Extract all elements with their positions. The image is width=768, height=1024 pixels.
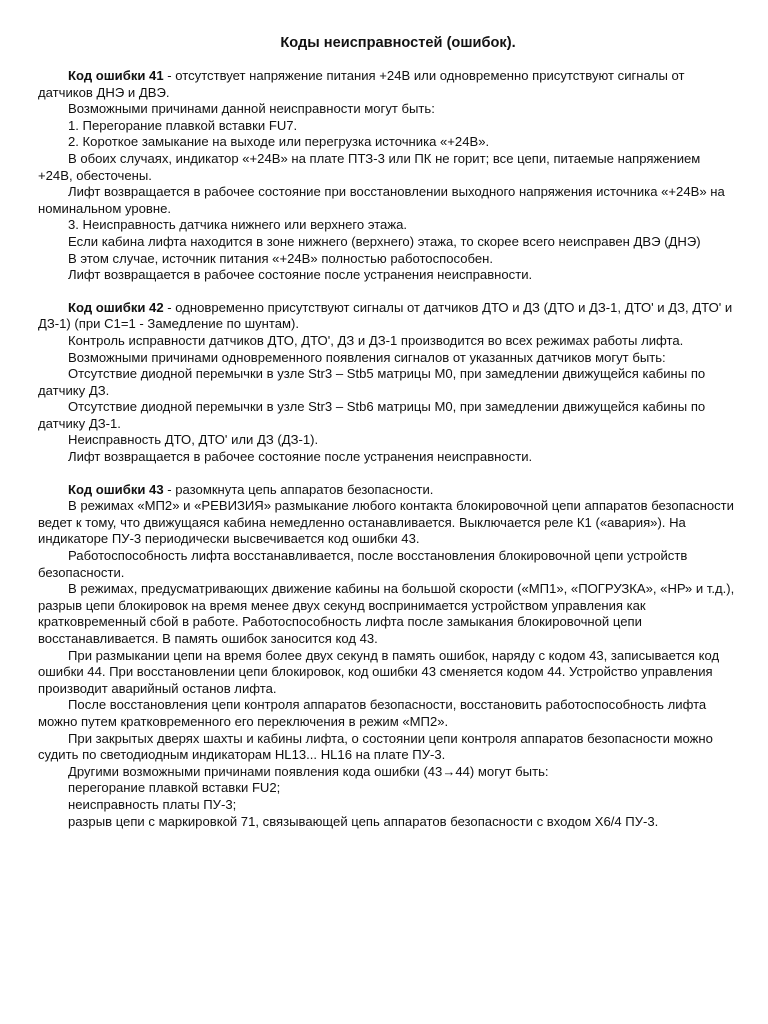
spacer (38, 284, 738, 300)
paragraph: Возможными причинами одновременного появления сигналов от указанных датчиков могут быть: (68, 349, 666, 365)
paragraph: Лифт возвращается в рабочее состояние при восстановлении выходного напряжения источника «+24В» на номинальном уровне. (38, 184, 725, 216)
paragraph: После восстановления цепи контроля аппаратов безопасности, восстановить работоспособность лифта можно путем кратковременного его переключения в режим «МП2». (38, 697, 707, 729)
paragraph: Лифт возвращается в рабочее состояние после устранения неисправности. (68, 267, 533, 283)
paragraph: При размыкании цепи на время более двух секунд в память ошибок, наряду с кодом 43, записывается код ошибки 44. При восстановлении цепи блокировок, код ошибки 43 сменяется кодом 44. Устройство управления производит аварийный останов лифта. (38, 647, 720, 696)
list-item: неисправность платы ПУ-3; (68, 796, 237, 812)
error-code-label: Код ошибки 43 (68, 481, 164, 497)
paragraph: Контроль исправности датчиков ДТО, ДТО', ДЗ и ДЗ-1 производится во всех режимах работы лифта. (68, 332, 684, 348)
paragraph: Другими возможными причинами появления кода ошибки (43→44) могут быть: (68, 763, 549, 779)
paragraph: 1. Перегорание плавкой вставки FU7. (68, 117, 298, 133)
section-error-41 (38, 68, 738, 284)
paragraph: В режимах «МП2» и «РЕВИЗИЯ» размыкание любого контакта блокировочной цепи аппаратов безопасности ведет к тому, что движущаяся кабина немедленно останавливается. Выключается реле К1 («авария»). На индикаторе ПУ-3 периодически высвечивается код ошибки 43. (38, 498, 734, 547)
paragraph: В режимах, предусматривающих движение кабины на большой скорости («МП1», «ПОГРУЗКА», «НР» и т.д.), разрыв цепи блокировок на время менее двух секунд воспринимается устройством управления как кратковременный сбой в работе. Работоспособность лифта после замыкания блокировочной цепи восстанавливается. В память ошибок заносится код 43. (38, 581, 735, 646)
paragraph: Если кабина лифта находится в зоне нижнего (верхнего) этажа, то скорее всего неисправен ДВЭ (ДНЭ) (68, 233, 701, 249)
section-error-43 (38, 482, 738, 830)
paragraph: разрыв цепи с маркировкой 71, связывающей цепь аппаратов безопасности с входом Х6/4 ПУ-3. (68, 813, 659, 829)
error-code-label: Код ошибки 42 (68, 299, 164, 315)
paragraph: Лифт возвращается в рабочее состояние после устранения неисправности. (68, 449, 533, 465)
paragraph: Возможными причинами данной неисправности могут быть: (68, 101, 435, 117)
paragraph: Код ошибки 42 - одновременно присутствуют сигналы от датчиков ДТО и ДЗ (ДТО и ДЗ-1, ДТО' и ДЗ, ДТО' и ДЗ-1) (при С1=1 - Замедление по шунтам). (38, 299, 733, 332)
paragraph: Отсутствие диодной перемычки в узле Str3 – Stb6 матрицы М0, при замедлении движущейся кабины по датчику ДЗ-1. (38, 399, 706, 431)
paragraph: В этом случае, источник питания «+24В» полностью работоспособен. (68, 250, 493, 266)
paragraph: 3. Неисправность датчика нижнего или верхнего этажа. (68, 217, 408, 233)
paragraph: Код ошибки 43 - разомкнута цепь аппаратов безопасности. (68, 481, 434, 497)
error-code-label: Код ошибки 41 (68, 68, 164, 83)
spacer (38, 466, 738, 482)
paragraph: Работоспособность лифта восстанавливается, после восстановления блокировочной цепи устройств безопасности. (38, 548, 688, 580)
list-item: перегорание плавкой вставки FU2; (68, 780, 281, 796)
paragraph: При закрытых дверях шахты и кабины лифта, о состоянии цепи контроля аппаратов безопасности можно судить по светодиодным индикаторам HL13... HL16 на плате ПУ-3. (38, 730, 713, 763)
page-title: Коды неисправностей (ошибок). (280, 35, 516, 51)
paragraph: Код ошибки 41 - отсутствует напряжение питания +24В или одновременно присутствуют сигналы от датчиков ДНЭ и ДВЭ. (38, 68, 685, 100)
paragraph: 2. Короткое замыкание на выходе или перегрузка источника «+24В». (68, 134, 490, 150)
section-error-42 (38, 300, 738, 466)
paragraph: Отсутствие диодной перемычки в узле Str3 – Stb5 матрицы М0, при замедлении движущейся кабины по датчику ДЗ. (38, 366, 706, 398)
document-page (38, 34, 738, 830)
paragraph: В обоих случаях, индикатор «+24В» на плате ПТЗ-3 или ПК не горит; все цепи, питаемые напряжением +24В, обесточены. (38, 150, 701, 183)
paragraph: Неисправность ДТО, ДТО' или ДЗ (ДЗ-1). (68, 432, 319, 448)
